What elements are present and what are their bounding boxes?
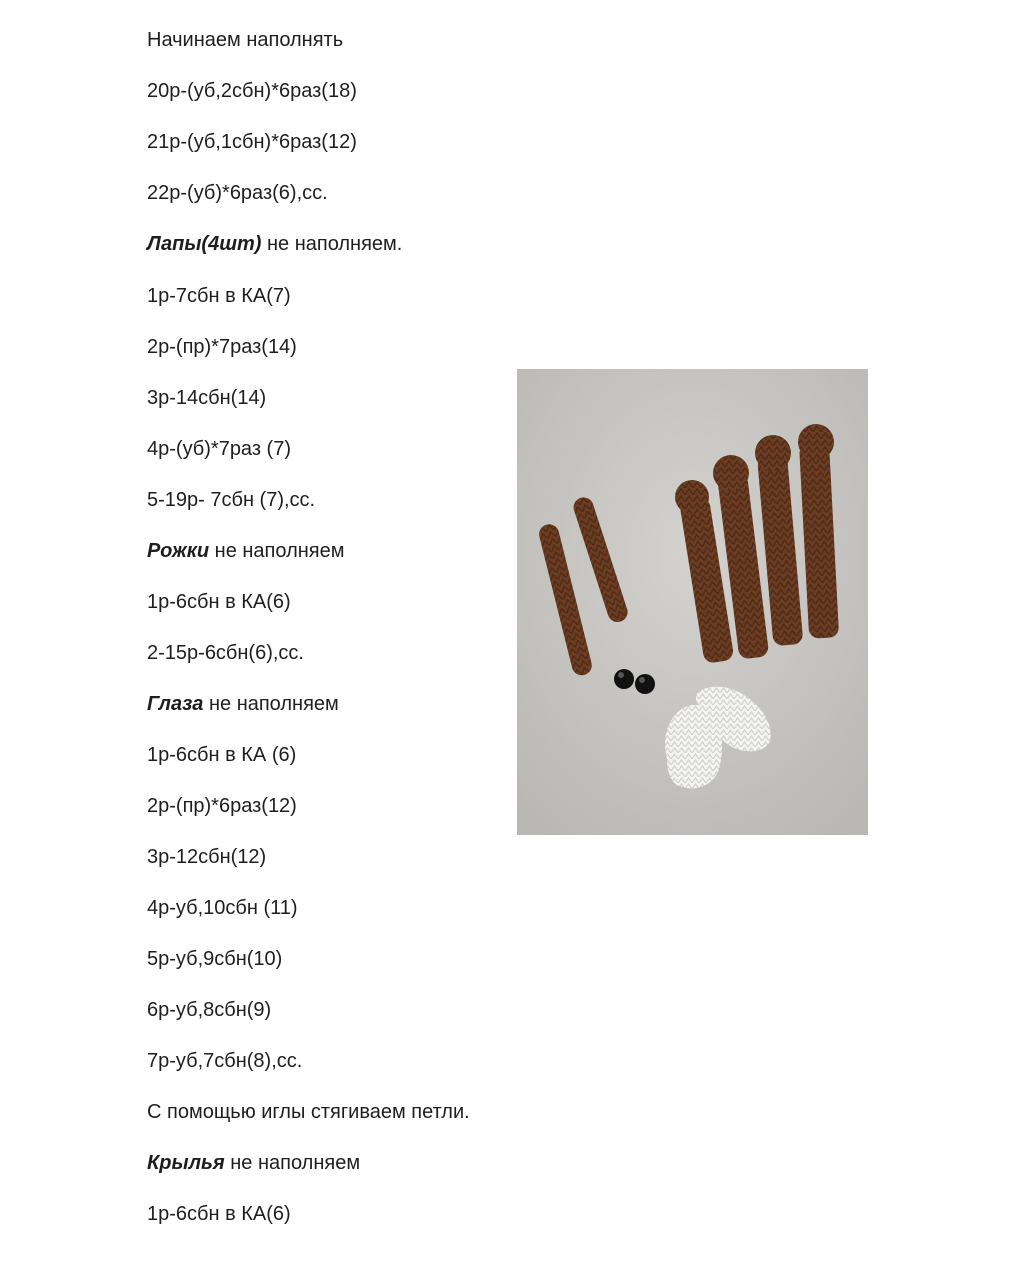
text-line: 1р-7сбн в КА(7) (147, 285, 291, 307)
section-heading-wings (147, 1151, 360, 1175)
text-line: 5р-уб,9сбн(10) (147, 948, 283, 970)
text-line: 2р-(пр)*6раз(12) (147, 795, 297, 817)
text-line: 7р-уб,7сбн(8),сс. (147, 1050, 303, 1072)
text-line: 1р-6сбн в КА(6) (147, 1203, 291, 1225)
text-line: 2-15р-6сбн(6),сс. (147, 642, 304, 664)
text-line: 3р-12сбн(12) (147, 846, 267, 868)
text-line: Начинаем наполнять (147, 29, 344, 51)
section-note: не наполняем (224, 1152, 361, 1174)
section-note: не наполняем. (261, 233, 403, 255)
section-title: Лапы(4шт) (147, 233, 262, 255)
section-title: Глаза (147, 693, 204, 715)
text-line: 3р-14сбн(14) (147, 387, 267, 409)
text-line: 2р-(пр)*7раз(14) (147, 336, 297, 358)
text-line: 1р-6сбн в КА(6) (147, 591, 291, 613)
crochet-parts-photo (517, 369, 868, 835)
section-note: не наполняем (209, 540, 345, 562)
section-heading-eyes (147, 692, 339, 716)
text-line: С помощью иглы стягиваем петли. (147, 1101, 470, 1123)
section-note: не наполняем (203, 693, 339, 715)
section-heading-legs (147, 232, 402, 256)
section-title: Рожки (147, 540, 210, 562)
section-title: Крылья (147, 1152, 225, 1174)
text-line: 20р-(уб,2сбн)*6раз(18) (147, 80, 357, 102)
text-line: 4р-уб,10сбн (11) (147, 897, 298, 919)
text-line: 1р-6сбн в КА (6) (147, 744, 297, 766)
text-line: 5-19р- 7сбн (7),сс. (147, 489, 316, 511)
text-line: 4р-(уб)*7раз (7) (147, 438, 292, 460)
text-line: 6р-уб,8сбн(9) (147, 999, 272, 1021)
section-heading-horns (147, 539, 345, 563)
text-line: 22р-(уб)*6раз(6),сс. (147, 182, 328, 204)
text-line: 21р-(уб,1сбн)*6раз(12) (147, 131, 357, 153)
